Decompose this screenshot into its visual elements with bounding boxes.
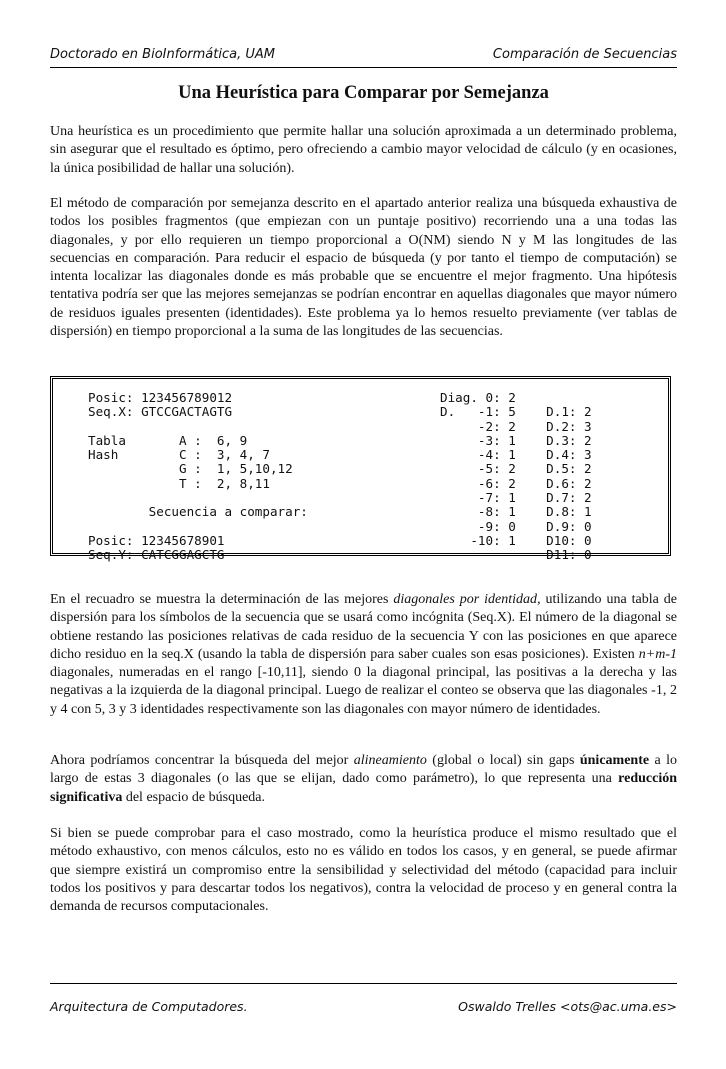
code-line: Secuencia a comparar:	[88, 504, 308, 520]
text-run: diagonales, numeradas en el rango [-10,11], siendo 0 la diagonal principal, las positivas a la derecha y las negativas a la izquierda de la diagonal principal. Luego de realizar el conteo se observa que las diagonales -1, 2 y 4 con 5, 3 y 3 identidades respectivamente son las diagonales con mayor número de identidades.	[50, 665, 677, 717]
footer-course: Arquitectura de Computadores.	[50, 999, 248, 1014]
code-line: -8: 1 D.8: 1	[440, 504, 592, 520]
code-line: D11: 0	[440, 547, 592, 563]
strong-unicamente: únicamente	[579, 753, 650, 768]
code-line: Posic: 123456789012	[88, 390, 233, 405]
code-line: Seq.Y: CATCGGAGCTG	[88, 547, 225, 563]
strong-reduction: reducción significativa	[50, 771, 677, 805]
text-run: En el recuadro se muestra la determinación de las mejores	[50, 592, 394, 607]
emphasis-diagonals: diagonales por identidad	[393, 592, 538, 607]
code-line: -5: 2 D.5: 2	[440, 461, 592, 477]
footer-divider	[50, 983, 677, 984]
example-box	[50, 376, 671, 563]
code-line: Seq.X: GTCCGACTAGTG	[88, 404, 233, 420]
code-line: D. -1: 5 D.1: 2	[440, 404, 592, 420]
diagonal-counts-listing	[440, 391, 592, 563]
code-line: -9: 0 D.9: 0	[440, 518, 592, 534]
code-line: Hash C : 3, 4, 7	[88, 447, 270, 463]
code-line	[88, 420, 308, 434]
paragraph-search-reduction	[50, 752, 677, 807]
code-line: -7: 1 D.7: 2	[440, 490, 592, 506]
emphasis-alignment: alineamiento	[353, 753, 427, 768]
text-run: , utilizando una tabla de dispersión para los símbolos de la secuencia que se usará como incógnita (Seq.X). El número de la diagonal se obtiene restando las posiciones relativas de cada residuo de la secuencia Y con las posiciones en que aparece dicho residuo en la seq.X (usando la tabla de dispersión para saber cuales son esas posiciones). Existen	[50, 592, 677, 662]
running-header	[50, 47, 677, 68]
code-line: -2: 2 D.2: 3	[440, 418, 592, 434]
paragraph-tradeoff: Si bien se puede comprobar para el caso mostrado, como la heurística produce el mismo resultado que el método exhaustivo, con menos cálculos, esto no es válido en todos los casos, y en general, se puede afirmar que siempre existirá un compromiso entre la sensibilidad y selectividad del método (capacidad para incluir todos los positivos y para descartar todos los negativos), contra la velocidad de proceso y en general contra la demanda de recursos computacionales.	[50, 826, 677, 915]
header-course: Doctorado en BioInformática, UAM	[50, 47, 275, 62]
code-line	[88, 520, 308, 534]
code-line: G : 1, 5,10,12	[88, 461, 293, 477]
text-run: (global o local) sin gaps	[426, 753, 580, 768]
emphasis-formula: n+m-1	[638, 646, 677, 662]
code-line: -6: 2 D.6: 2	[440, 475, 592, 491]
text-run: a lo largo de estas 3 diagonales (o las que se elijan, dado como parámetro), lo que representa una	[50, 753, 677, 787]
header-topic: Comparación de Secuencias	[492, 47, 677, 62]
code-line: Diag. 0: 2	[440, 390, 516, 405]
code-line: T : 2, 8,11	[88, 475, 270, 491]
code-line: Posic: 12345678901	[88, 532, 225, 548]
paragraph-heuristic-definition: Una heurística es un procedimiento que permite hallar una solución aproximada a un determinado problema, sin asegurar que el resultado es óptimo, pero ofreciendo a cambio mayor velocidad de cálculo (y en ocasiones, la única posibilidad de hallar una solución).	[50, 124, 677, 176]
code-line: -4: 1 D.4: 3	[440, 447, 592, 463]
code-line: -10: 1 D10: 0	[440, 532, 592, 548]
footer-author: Oswaldo Trelles <ots@ac.uma.es>	[458, 999, 677, 1014]
text-run: del espacio de búsqueda.	[122, 789, 266, 805]
hash-table-listing	[88, 391, 308, 563]
code-line: Tabla A : 6, 9	[88, 432, 248, 448]
paragraph-box-explanation	[50, 591, 677, 719]
page-title: Una Heurística para Comparar por Semejanza	[178, 83, 549, 103]
code-line	[88, 491, 308, 505]
paragraph-method-description: El método de comparación por semejanza descrito en el apartado anterior realiza una búsqueda exhaustiva de todos los posibles fragmentos (que empiezan con un puntaje positivo) recorriendo una a una todas las diagonales, y por ello requieren un tiempo proporcional a O(NM) siendo N y M las longitudes de las secuencias en comparación. Para reducir el espacio de búsqueda (y por tanto el tiempo de computación) se intenta localizar las diagonales donde es más probable que se encuentre el mejor fragmento. Una hipótesis tentativa podría ser que las mejores semejanzas se podrían encontrar en aquellas diagonales que mayor número de residuos iguales presenten (identidades). Este problema ya lo hemos resuelto previamente (ver tablas de dispersión) en tiempo proporcional a la suma de las longitudes de las secuencias.	[50, 196, 677, 340]
text-run: Ahora podríamos concentrar la búsqueda del mejor	[50, 753, 354, 768]
code-line: -3: 1 D.3: 2	[440, 432, 592, 448]
